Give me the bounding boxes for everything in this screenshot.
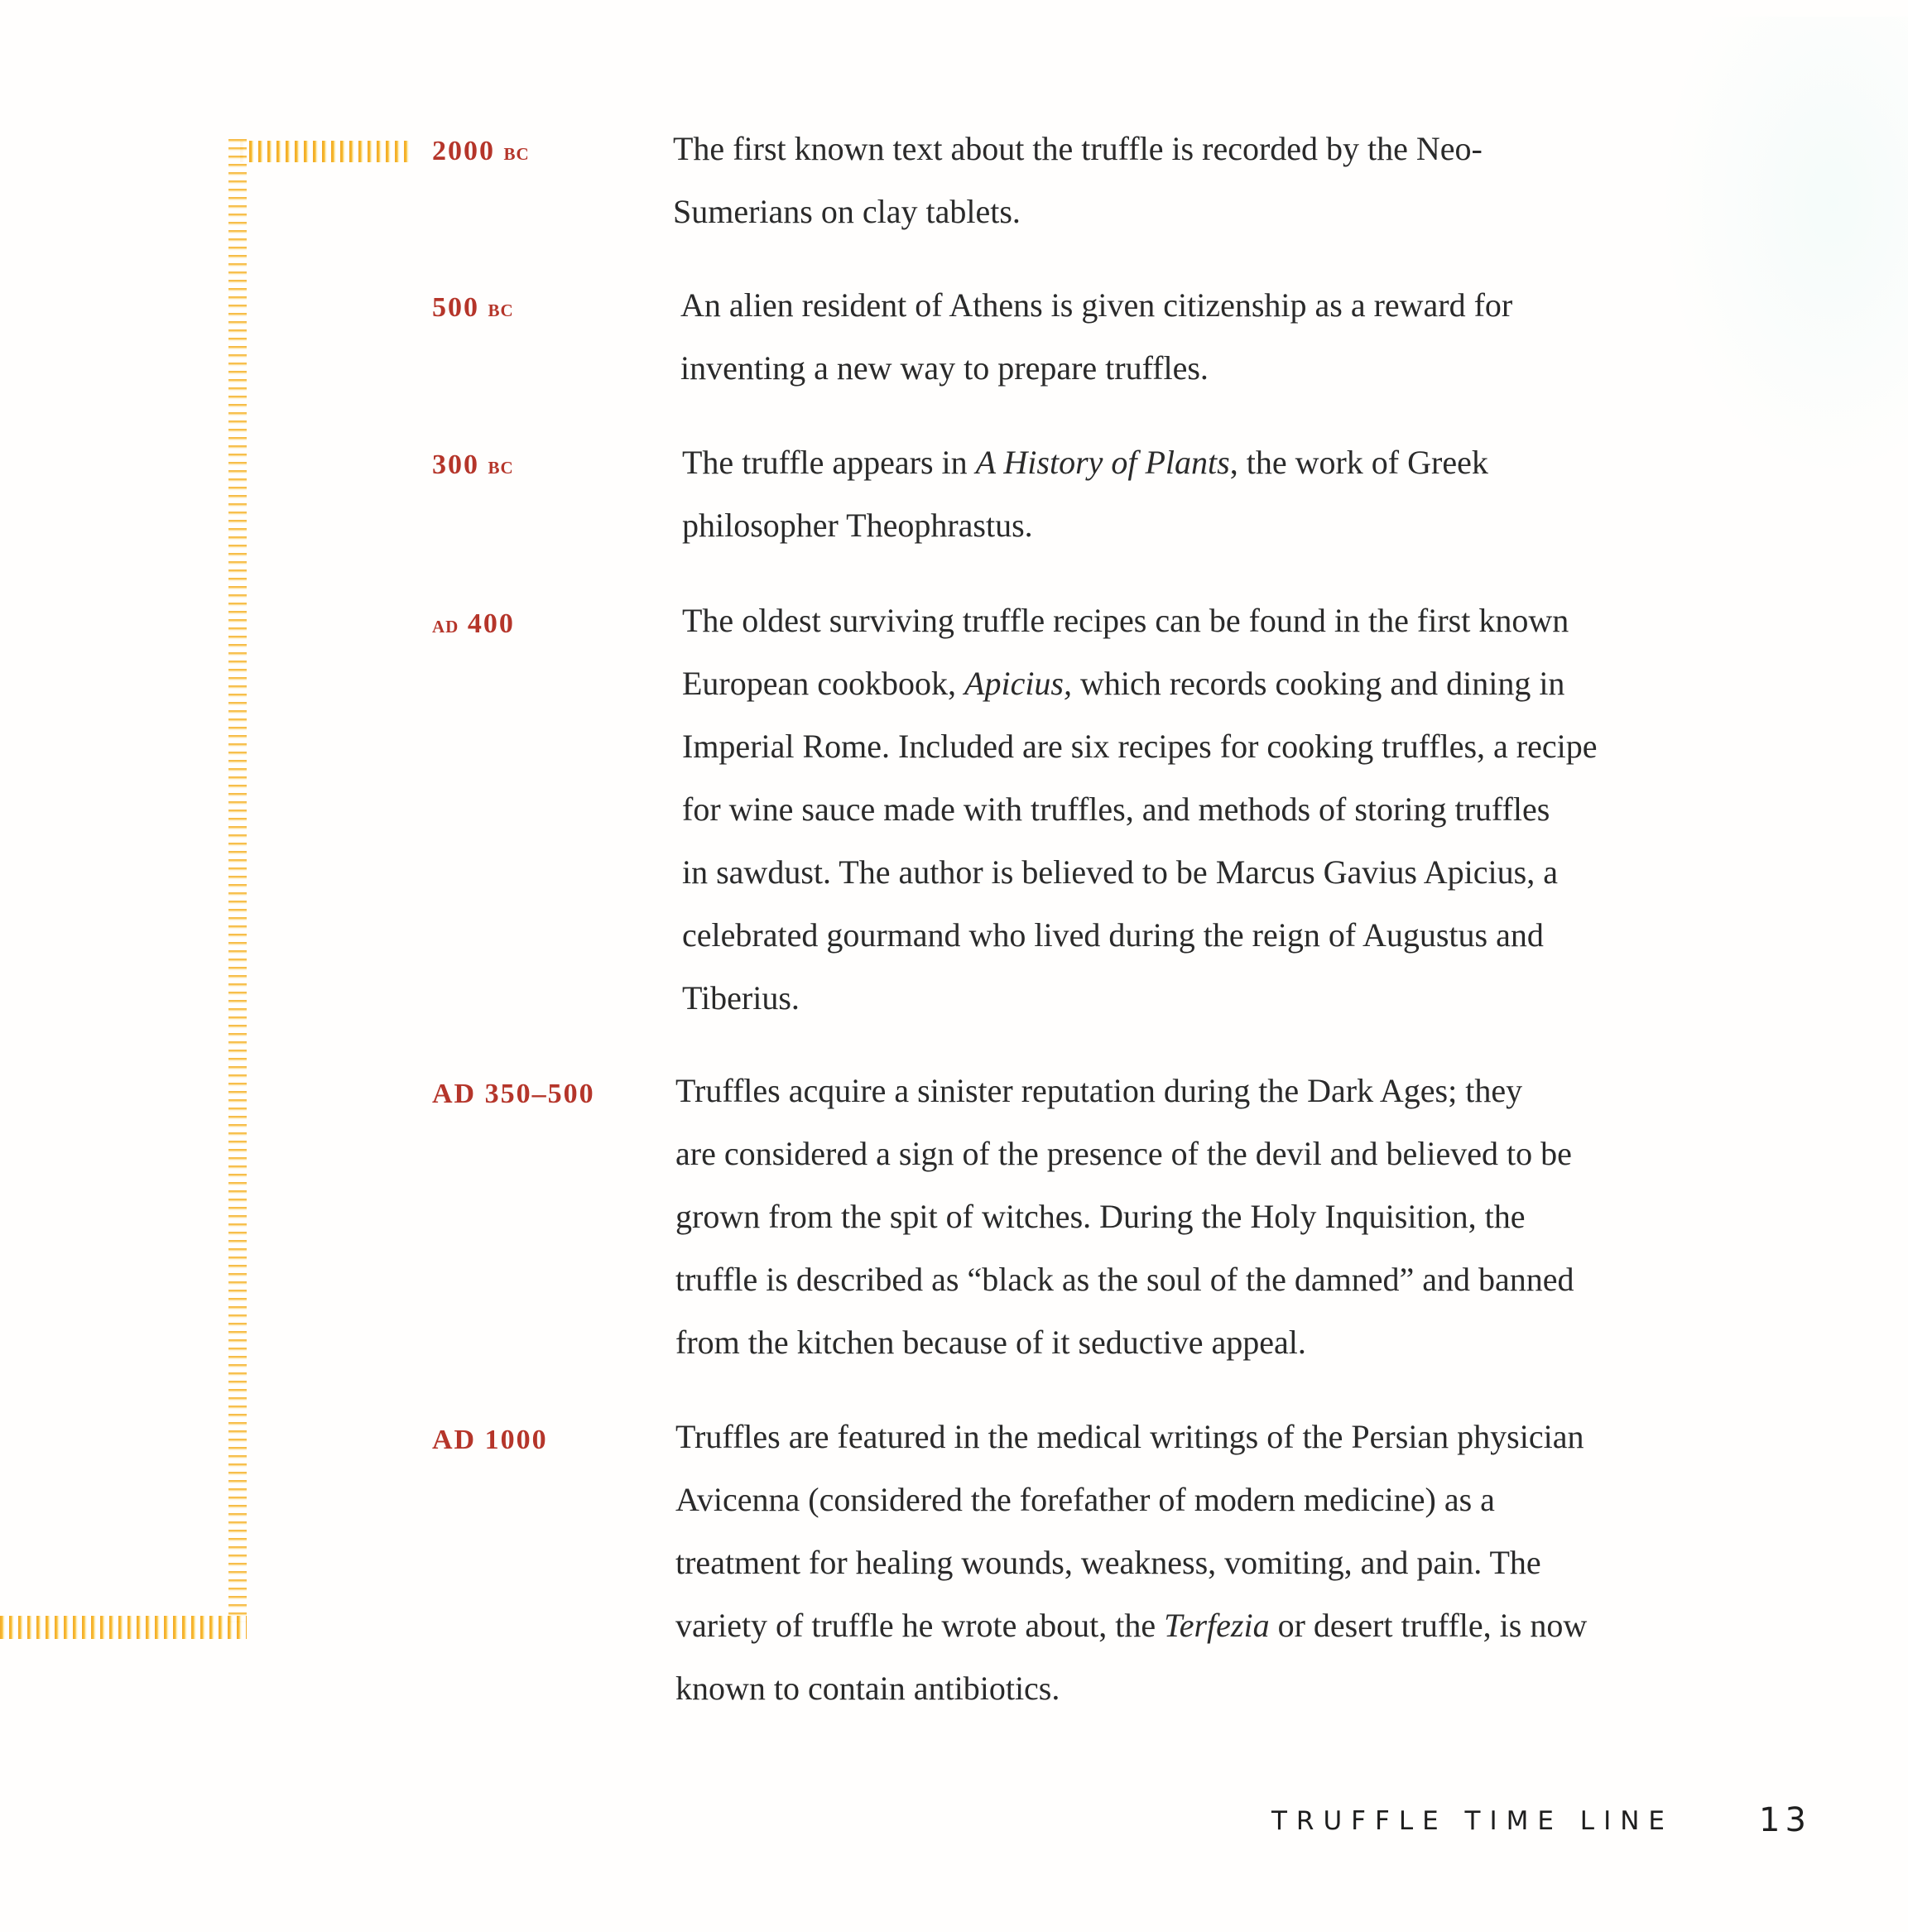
entry-text: The truffle appears in A History of Plants, the work of Greek philosopher Theophrastus. (682, 444, 1488, 544)
entry-date: AD 350–500 (432, 1079, 595, 1109)
timeline-ruler-bottom (0, 1616, 247, 1639)
entry-date: 300 BC (432, 449, 514, 480)
entry-text: The oldest surviving truffle recipes can be found in the first known European cookbook, Apicius, which records cooking and dining in Imperial Rome. Included are six recipes for cooking truffles, a recipe for wine sauce made with truffles, and methods of storing truffles in sawdust. The author is believed to be Marcus Gavius Apicius, a celebrated gourmand who lived during the reign of Augustus and Tiberius. (682, 602, 1598, 1016)
entry-text: The first known text about the truffle is recorded by the Neo- Sumerians on clay tablets. (673, 130, 1483, 230)
entry-date: 2000 BC (432, 136, 530, 166)
entry-date: AD 1000 (432, 1425, 548, 1455)
entry-date: AD 400 (432, 608, 515, 639)
book-title: A History of Plants (975, 444, 1230, 481)
entry-text: Truffles acquire a sinister reputation during the Dark Ages; they are considered a sign of the presence of the devil and believed to be grown from the spit of witches. During the Holy Inquisition, the truffle is described as “black as the soul of the damned” and banned from the kitchen because of it seductive appeal. (675, 1072, 1574, 1361)
entry-date: 500 BC (432, 292, 514, 323)
timeline-ruler-top (240, 141, 410, 162)
species-name: Terfezia (1164, 1607, 1270, 1644)
page-number: 13 (1759, 1801, 1811, 1839)
entry-text: An alien resident of Athens is given citizenship as a reward for inventing a new way to prepare truffles. (680, 286, 1513, 387)
timeline-ruler-vertical (228, 139, 247, 1629)
entry-text: Truffles are featured in the medical writings of the Persian physician Avicenna (considered the forefather of modern medicine) as a treatment for healing wounds, weakness, vomiting, and pain. The variety of truffle he wrote about, the Terfezia or desert truffle, is now known to contain antibiotics. (675, 1418, 1588, 1707)
book-title: Apicius, (964, 665, 1072, 702)
bleed-through-decoration (1660, 17, 1908, 480)
running-footer-title: TRUFFLE TIME LINE (1271, 1806, 1674, 1836)
